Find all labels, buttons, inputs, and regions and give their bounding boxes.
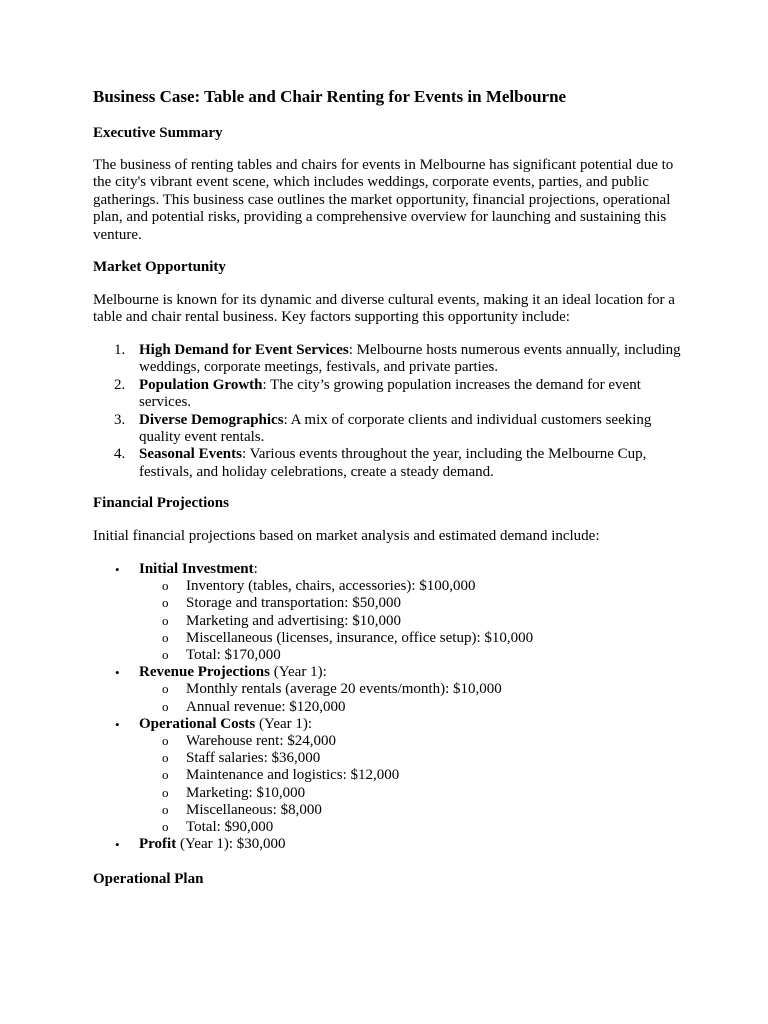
sub-list-item [139,613,693,630]
sub-item-text: Miscellaneous (licenses, insurance, office setup): $10,000 [186,629,534,646]
sub-item-text: Total: $170,000 [186,647,281,664]
list-item [93,836,693,853]
revenue-projections-list [139,681,693,715]
initial-investment-label: Initial Investment [139,561,254,577]
list-number: 3. [114,411,126,428]
sub-item-text: Marketing: $10,000 [186,784,306,801]
bullet-icon: • [115,665,120,681]
sub-list-item [139,630,693,647]
financial-list [93,561,693,853]
operational-costs-list [139,733,693,836]
sub-item-text: Warehouse rent: $24,000 [186,733,336,750]
profit-label: Profit [139,836,177,853]
label-suffix: (Year 1): [255,715,313,732]
list-number: 2. [114,376,126,393]
sub-list-item [139,595,693,612]
list-number: 1. [114,342,126,358]
list-item [93,561,693,664]
operational-costs-label: Operational Costs [139,715,256,732]
market-opportunity-intro: Melbourne is known for its dynamic and diverse cultural events, making it an ideal location for a table and chair rental business. Key factors supporting this opportunity include: [93,292,675,326]
sub-list-item [139,802,693,819]
sub-bullet-icon: o [162,819,169,835]
sub-bullet-icon: o [162,698,169,714]
sub-item-text: Miscellaneous: $8,000 [186,801,322,818]
sub-bullet-icon: o [162,578,169,594]
label-suffix: (Year 1): $30,000 [176,836,286,853]
sub-item-text: Maintenance and logistics: $12,000 [186,767,400,784]
executive-summary-text: The business of renting tables and chairs for events in Melbourne has significant potential due to the city's vibrant event scene, which includes weddings, corporate events, parties, and public gatherings. This business case outlines the market opportunity, financial projections, operational plan, and potential risks, providing a comprehensive overview for launching and sustaining this venture. [93,157,674,243]
bullet-icon: • [115,562,120,577]
bullet-icon: • [115,837,120,853]
market-opportunity-heading: Market Opportunity [93,259,226,275]
sub-list-item [139,647,693,664]
sub-bullet-icon: o [162,767,169,783]
sub-bullet-icon: o [162,681,169,697]
initial-investment-list [139,578,693,664]
list-item [93,412,693,447]
factor-text: : Melbourne hosts numerous events annually, including weddings, corporate meetings, festivals, and private parties. [139,342,681,376]
sub-bullet-icon: o [162,801,169,817]
label-suffix: (Year 1): [269,664,327,681]
revenue-projections-label: Revenue Projections [139,664,270,681]
sub-bullet-icon: o [162,595,169,611]
sub-bullet-icon: o [162,612,169,628]
document-title: Business Case: Table and Chair Renting for Events in Melbourne [93,87,567,106]
bullet-icon: • [115,716,120,732]
sub-item-text: Marketing and advertising: $10,000 [186,612,401,629]
sub-list-item [139,733,693,750]
sub-bullet-icon: o [162,784,169,800]
sub-list-item [139,578,693,595]
list-number: 4. [114,446,126,463]
sub-list-item [139,699,693,716]
factor-text: : Various events throughout the year, including the Melbourne Cup, festivals, and holiday celebrations, create a steady demand. [139,446,647,480]
factor-text: : The city’s growing population increases the demand for event services. [139,376,641,411]
sub-bullet-icon: o [162,629,169,645]
financial-projections-intro: Initial financial projections based on market analysis and estimated demand include: [93,528,600,544]
sub-bullet-icon: o [162,750,169,766]
list-item [93,716,693,836]
label-suffix: : [253,561,258,577]
sub-bullet-icon: o [162,733,169,749]
executive-summary-heading: Executive Summary [93,125,223,141]
factor-title: Seasonal Events [139,446,242,463]
sub-item-text: Storage and transportation: $50,000 [186,595,401,612]
factor-text: : A mix of corporate clients and individual customers seeking quality event rentals. [139,411,652,446]
financial-projections-heading: Financial Projections [93,495,229,511]
factor-title: Population Growth [139,376,263,393]
sub-item-text: Annual revenue: $120,000 [186,698,346,715]
factor-title: High Demand for Event Services [139,342,349,358]
sub-item-text: Monthly rentals (average 20 events/month): $10,000 [186,681,502,698]
list-item [93,664,693,716]
sub-list-item [139,681,693,698]
operational-plan-heading: Operational Plan [93,871,204,887]
sub-list-item [139,767,693,784]
factor-title: Diverse Demographics [139,411,284,428]
sub-list-item [139,750,693,767]
sub-list-item [139,785,693,802]
sub-item-text: Total: $90,000 [186,819,274,836]
sub-list-item [139,819,693,836]
sub-bullet-icon: o [162,647,169,663]
sub-item-text: Inventory (tables, chairs, accessories): $100,000 [186,578,476,595]
list-item [93,377,693,412]
sub-item-text: Staff salaries: $36,000 [186,750,321,767]
list-item [93,342,693,377]
list-item [93,446,693,481]
market-factors-list [93,342,693,481]
